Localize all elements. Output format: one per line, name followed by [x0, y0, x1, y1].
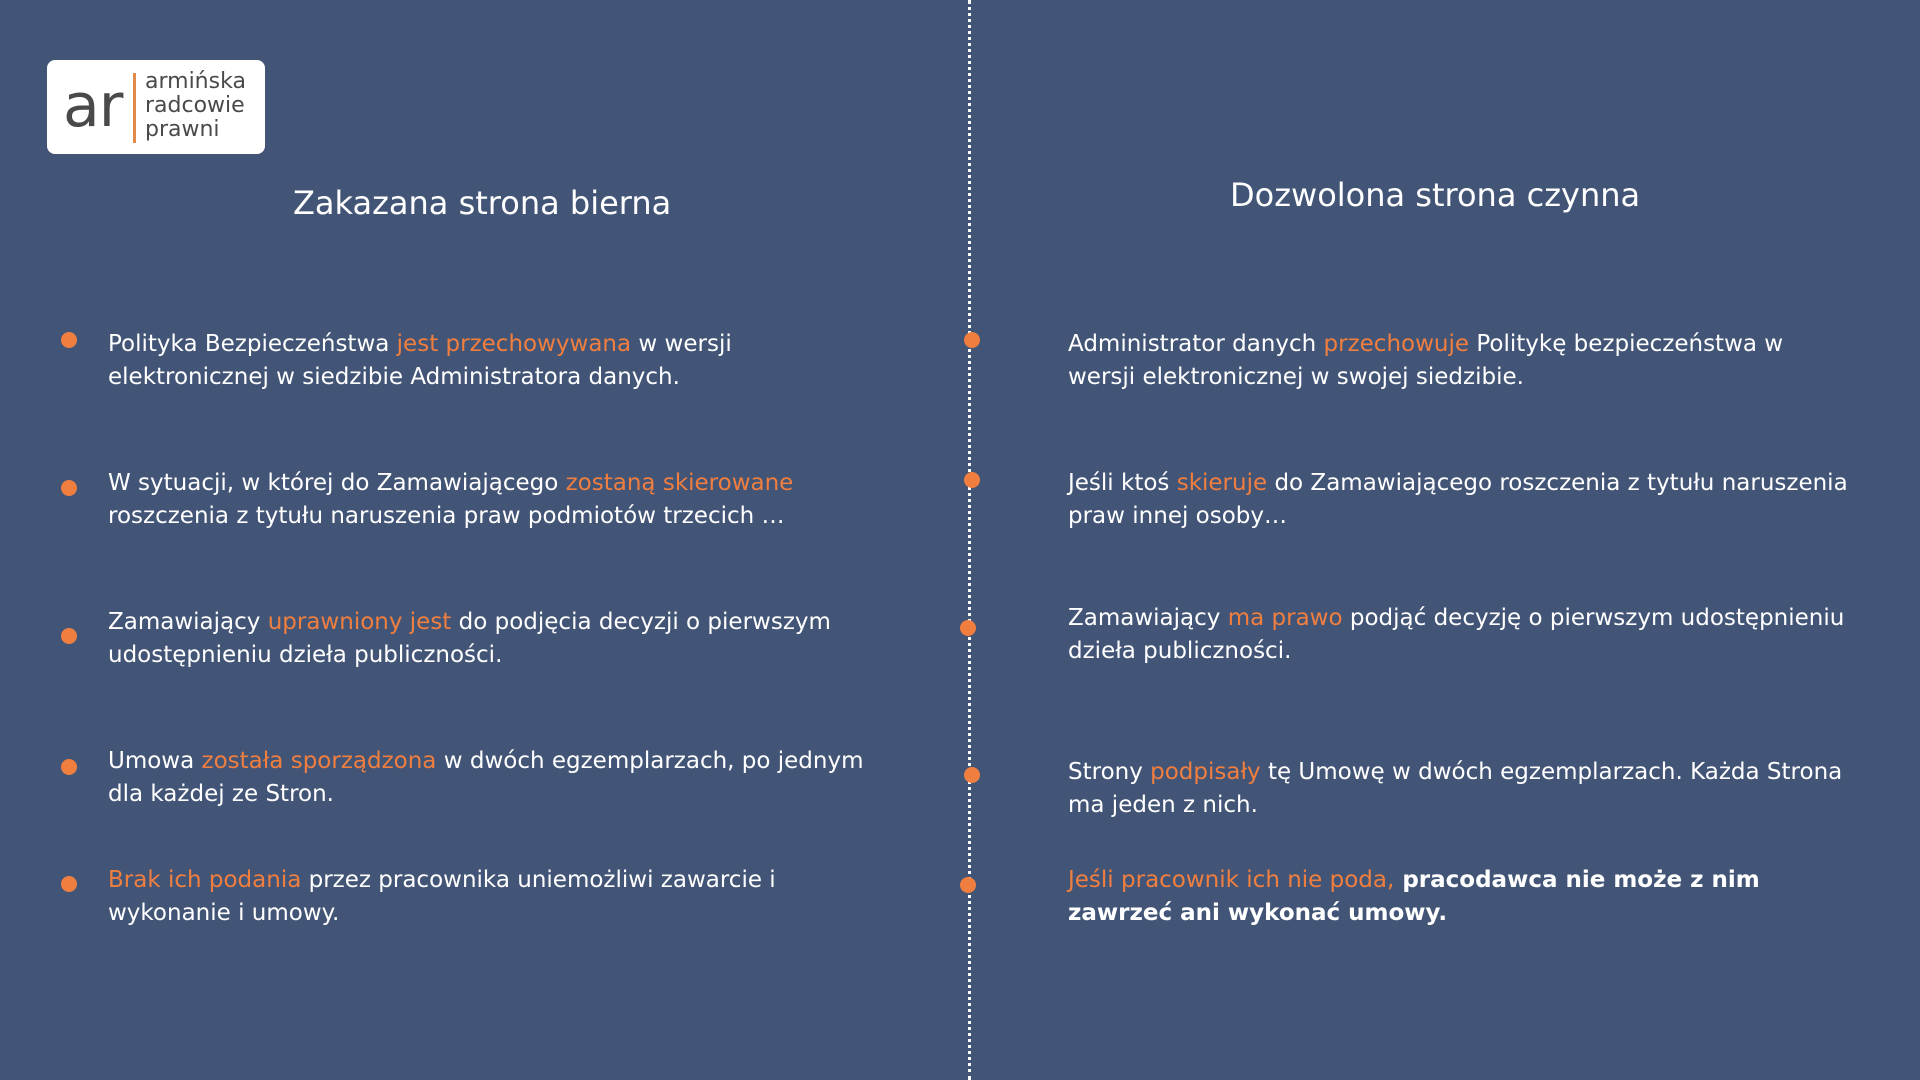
logo-word: armińska	[145, 69, 246, 94]
bullet-dot	[61, 480, 77, 496]
active-phrase: Jeśli pracownik ich nie poda,	[1068, 867, 1395, 893]
bullet-dot	[960, 877, 976, 893]
logo-word: prawni	[145, 117, 220, 142]
bullet-dot	[61, 759, 77, 775]
logo-word: radcowie	[145, 93, 245, 118]
active-phrase: podpisały	[1150, 759, 1261, 785]
logo	[47, 60, 265, 154]
active-phrase: przechowuje	[1323, 331, 1470, 357]
bullet-dot	[61, 332, 77, 348]
left-item-2: W sytuacji, w której do Zamawiającego zostaną skierowane roszczenia z tytułu naruszenia praw podmiotów trzecich …	[108, 470, 794, 529]
passive-phrase: Brak ich podania	[108, 867, 302, 893]
left-item-1: Polityka Bezpieczeństwa jest przechowywana w wersji elektronicznej w siedzibie Administratora danych.	[108, 331, 732, 390]
right-item-3: Zamawiający ma prawo podjąć decyzję o pierwszym udostępnieniu dzieła publiczności.	[1068, 605, 1845, 664]
active-phrase: ma prawo	[1227, 605, 1343, 631]
passive-phrase: uprawniony jest	[267, 609, 452, 635]
logo-wordmark	[145, 70, 246, 142]
bullet-dot	[960, 620, 976, 636]
right-item-4: Strony podpisały tę Umowę w dwóch egzemplarzach. Każda Strona ma jeden z nich.	[1068, 759, 1843, 818]
active-phrase: skieruje	[1176, 470, 1268, 496]
column-divider	[968, 0, 971, 1080]
right-item-1: Administrator danych przechowuje Politykę bezpieczeństwa w wersji elektronicznej w swojej siedzibie.	[1068, 331, 1784, 390]
bullet-dot	[61, 628, 77, 644]
bullet-dot	[61, 876, 77, 892]
right-item-5: Jeśli pracownik ich nie poda, pracodawca nie może z nim zawrzeć ani wykonać umowy.	[1068, 867, 1760, 926]
logo-mark: ar	[63, 71, 123, 141]
bullet-dot	[964, 472, 980, 488]
left-column-title: Zakazana strona bierna	[293, 184, 672, 222]
right-item-2: Jeśli ktoś skieruje do Zamawiającego roszczenia z tytułu naruszenia praw innej osoby…	[1068, 470, 1848, 529]
left-item-5: Brak ich podania przez pracownika uniemożliwi zawarcie i wykonanie i umowy.	[108, 867, 776, 926]
right-column-title: Dozwolona strona czynna	[1230, 176, 1641, 214]
logo-divider	[133, 73, 136, 143]
passive-phrase: zostaną skierowane	[565, 470, 794, 496]
passive-phrase: została sporządzona	[201, 748, 437, 774]
left-item-4: Umowa została sporządzona w dwóch egzemplarzach, po jednym dla każdej ze Stron.	[108, 748, 864, 807]
passive-phrase: jest przechowywana	[396, 331, 632, 357]
bullet-dot	[964, 332, 980, 348]
left-item-3: Zamawiający uprawniony jest do podjęcia decyzji o pierwszym udostępnieniu dzieła publiczności.	[108, 609, 831, 668]
bullet-dot	[964, 767, 980, 783]
